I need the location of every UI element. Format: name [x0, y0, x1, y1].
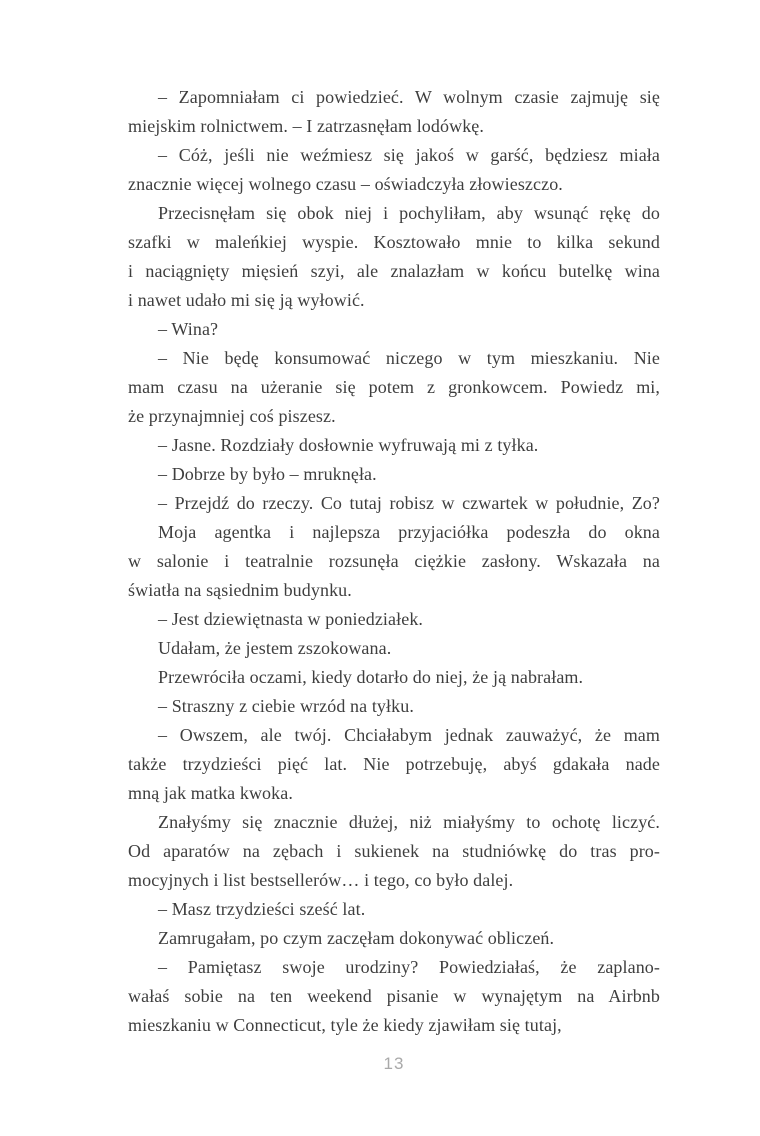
- text-line: wałaś sobie na ten weekend pisanie w wynajętym na Airbnb: [128, 986, 660, 1006]
- text-line: w salonie i teatralnie rozsunęła ciężkie zasłony. Wskazała na: [128, 551, 660, 571]
- text-line: mną jak matka kwoka.: [128, 783, 293, 803]
- text-line: także trzydzieści pięć lat. Nie potrzebuję, abyś gdakała nade: [128, 754, 660, 774]
- text-line: Udałam, że jestem zszokowana.: [158, 638, 392, 658]
- text-line: Znałyśmy się znacznie dłużej, niż miałyśmy to ochotę liczyć.: [158, 812, 660, 832]
- text-line: znacznie więcej wolnego czasu – oświadczyła złowieszczo.: [128, 174, 563, 194]
- text-line: – Owszem, ale twój. Chciałabym jednak zauważyć, że mam: [158, 725, 660, 745]
- page-number: 13: [383, 1054, 405, 1073]
- text-line: – Cóż, jeśli nie weźmiesz się jakoś w garść, będziesz miała: [158, 145, 660, 165]
- text-line: miejskim rolnictwem. – I zatrzasnęłam lodówkę.: [128, 116, 484, 136]
- text-line: – Nie będę konsumować niczego w tym mieszkaniu. Nie: [158, 348, 660, 368]
- text-line: mocyjnych i list bestsellerów… i tego, co było dalej.: [128, 870, 514, 890]
- text-line: – Zapomniałam ci powiedzieć. W wolnym czasie zajmuję się: [158, 87, 660, 107]
- text-line: – Straszny z ciebie wrzód na tyłku.: [158, 696, 414, 716]
- body-text: [128, 83, 660, 1040]
- text-line: szafki w maleńkiej wyspie. Kosztowało mnie to kilka sekund: [128, 232, 660, 252]
- text-line: mieszkaniu w Connecticut, tyle że kiedy zjawiłam się tutaj,: [128, 1015, 562, 1035]
- text-line: Przewróciła oczami, kiedy dotarło do niej, że ją nabrałam.: [158, 667, 584, 687]
- text-line: – Jasne. Rozdziały dosłownie wyfruwają mi z tyłka.: [158, 435, 539, 455]
- text-line: i nawet udało mi się ją wyłowić.: [128, 290, 365, 310]
- text-line: – Jest dziewiętnasta w poniedziałek.: [158, 609, 424, 629]
- text-line: mam czasu na użeranie się potem z gronkowcem. Powiedz mi,: [128, 377, 660, 397]
- text-line: – Przejdź do rzeczy. Co tutaj robisz w czwartek w południe, Zo?: [158, 493, 660, 513]
- text-line: że przynajmniej coś piszesz.: [128, 406, 336, 426]
- text-line: – Dobrze by było – mruknęła.: [158, 464, 377, 484]
- text-line: i naciągnięty mięsień szyi, ale znalazłam w końcu butelkę wina: [128, 261, 660, 281]
- text-line: – Masz trzydzieści sześć lat.: [158, 899, 366, 919]
- text-line: – Wina?: [158, 319, 219, 339]
- text-line: Od aparatów na zębach i sukienek na studniówkę do tras pro-: [128, 841, 660, 861]
- text-line: Moja agentka i najlepsza przyjaciółka podeszła do okna: [158, 522, 660, 542]
- text-line: – Pamiętasz swoje urodziny? Powiedziałaś, że zaplano-: [158, 957, 660, 977]
- text-line: światła na sąsiednim budynku.: [128, 580, 352, 600]
- text-line: Przecisnęłam się obok niej i pochyliłam, aby wsunąć rękę do: [158, 203, 660, 223]
- text-line: Zamrugałam, po czym zaczęłam dokonywać obliczeń.: [158, 928, 555, 948]
